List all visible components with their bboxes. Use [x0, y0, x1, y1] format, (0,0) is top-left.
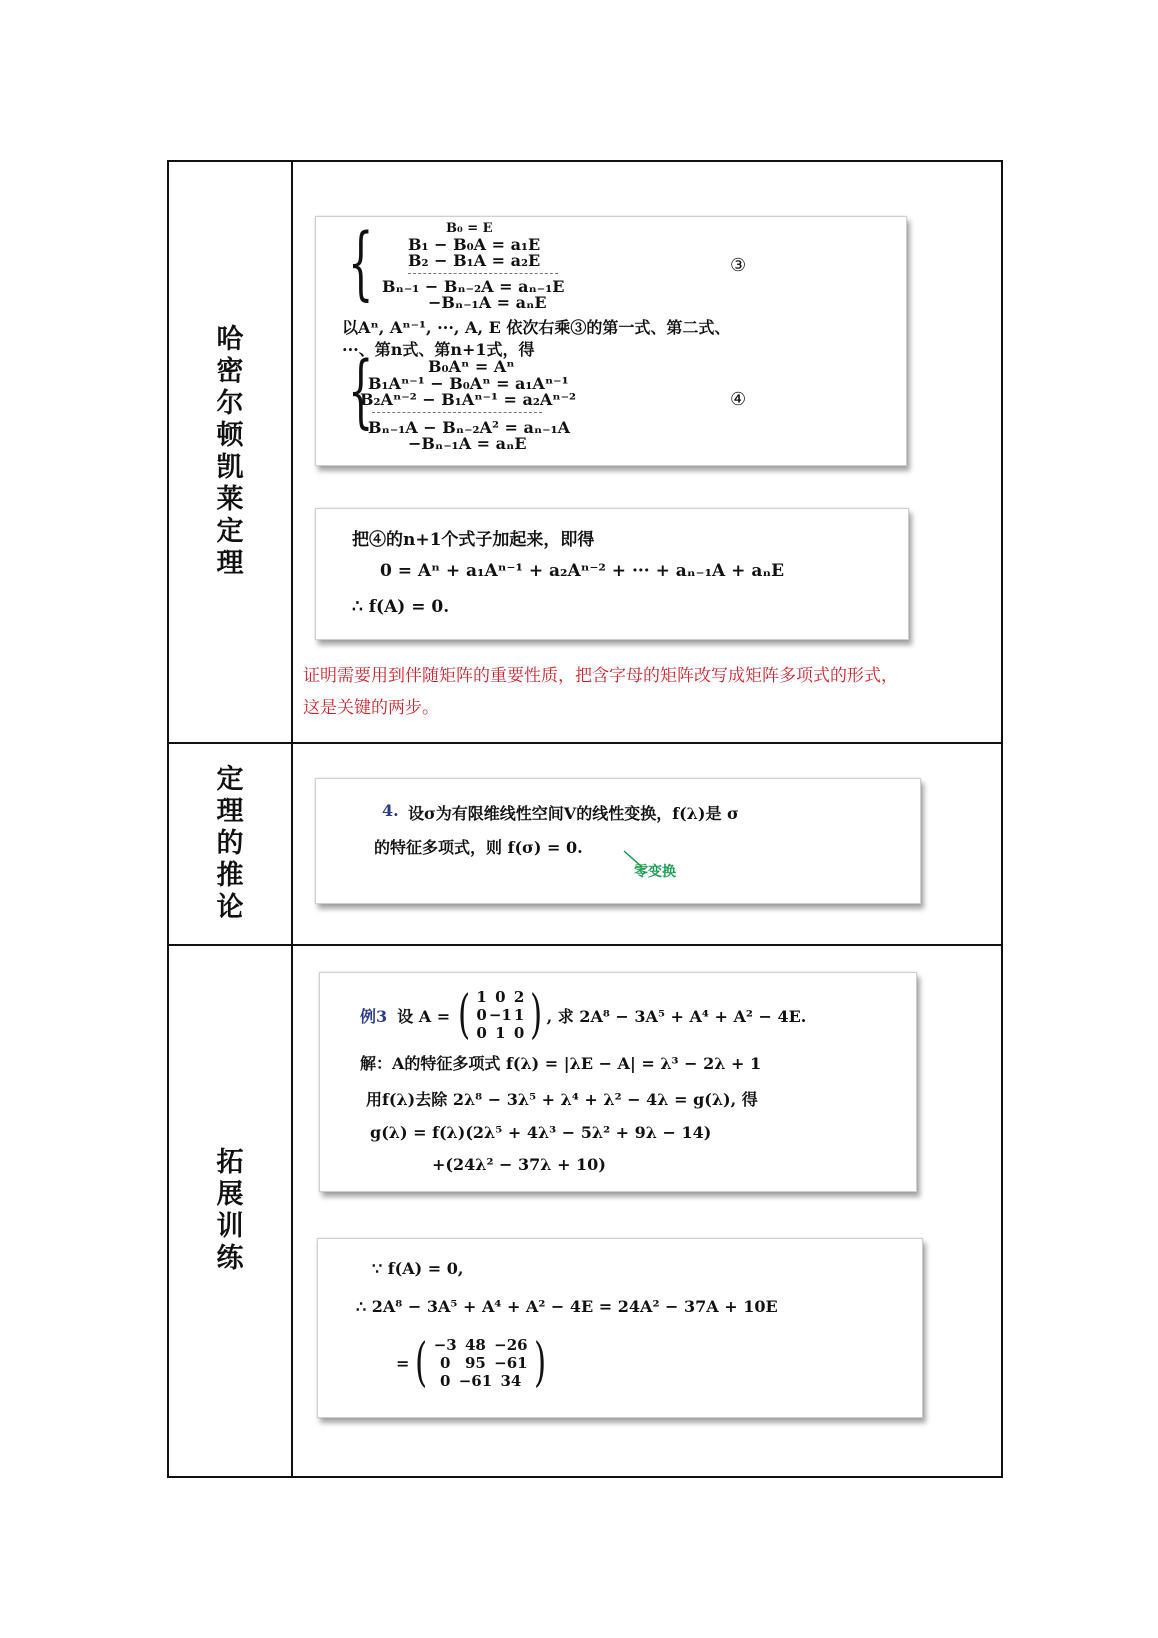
content-cell	[292, 945, 1002, 1477]
equation-line: B₁ − B₀A = a₁E	[408, 235, 541, 254]
row-label-hamilton-cayley: 哈密尔顿凯莱定理	[216, 324, 244, 579]
equation-line: Bₙ₋₁ − Bₙ₋₂A = aₙ₋₁E	[382, 277, 565, 296]
proof-slide-sum	[315, 508, 909, 640]
zero-transform-annotation: 零变换	[634, 864, 676, 880]
matrix-entry: 48	[465, 1336, 486, 1354]
equation-line: −Bₙ₋₁A = aₙE	[428, 293, 547, 312]
dashed-separator	[408, 273, 558, 274]
matrix-entry: 0	[495, 988, 506, 1006]
result-slide	[317, 1238, 923, 1418]
equation-line: B₂Aⁿ⁻² − B₁Aⁿ⁻¹ = a₂Aⁿ⁻²	[360, 390, 577, 409]
matrix-row	[476, 989, 524, 1005]
equation-line: Bₙ₋₁A − Bₙ₋₂A² = aₙ₋₁A	[368, 418, 571, 437]
solution-line: 用f(λ)去除 2λ⁸ − 3λ⁵ + λ⁴ + λ² − 4λ = g(λ), 得	[366, 1090, 758, 1109]
matrix-entry: 1	[495, 1024, 506, 1042]
result-line: ∵ f(A) = 0,	[372, 1259, 464, 1278]
right-paren: )	[533, 1333, 546, 1393]
example-slide	[319, 972, 917, 1192]
document-table	[167, 160, 1003, 1478]
theorem-line: 设σ为有限维线性空间V的线性变换，f(λ)是 σ	[408, 804, 739, 823]
example-label: 例3	[360, 1006, 388, 1026]
left-paren: (	[415, 1333, 428, 1393]
matrix-entry: 1	[513, 1006, 525, 1024]
left-paren: (	[458, 985, 471, 1045]
content-cell	[292, 743, 1002, 945]
equation-line: B₀ = E	[446, 221, 493, 236]
dashed-separator	[372, 412, 542, 413]
table-row	[168, 743, 1002, 945]
matrix-entry: −26	[494, 1336, 528, 1354]
row-label-extension: 拓展训练	[216, 1147, 244, 1274]
matrix-row	[434, 1373, 528, 1389]
example-prefix: 设 A =	[397, 1006, 451, 1026]
equation-line: B₁Aⁿ⁻¹ − B₀Aⁿ = a₁Aⁿ⁻¹	[368, 374, 569, 393]
row-label-cell	[168, 161, 292, 743]
table-row	[168, 945, 1002, 1477]
left-brace: {	[348, 216, 374, 309]
matrix-entry: 0	[476, 1024, 487, 1042]
equation-line: −Bₙ₋₁A = aₙE	[408, 434, 527, 453]
example-statement	[360, 987, 806, 1043]
matrix-a	[474, 987, 526, 1043]
matrix-entry: 0	[476, 1006, 487, 1024]
table-row	[168, 161, 1002, 743]
proof-note: 这是关键的两步。	[303, 698, 439, 718]
solution-line: g(λ) = f(λ)(2λ⁵ + 4λ³ − 5λ² + 9λ − 14)	[370, 1123, 712, 1142]
equation-line: B₂ − B₁A = a₂E	[408, 251, 541, 270]
left-brace: {	[348, 344, 374, 437]
matrix-entry: 1	[476, 988, 487, 1006]
row-label-corollary: 定理的推论	[216, 764, 244, 923]
row-label-cell	[168, 743, 292, 945]
proof-slide-systems	[315, 216, 907, 466]
matrix-entry: −3	[433, 1336, 457, 1354]
paragraph-line: 以Aⁿ, Aⁿ⁻¹, ···, A, E 依次右乘③的第一式、第二式、	[342, 318, 731, 337]
equation-line: 0 = Aⁿ + a₁Aⁿ⁻¹ + a₂Aⁿ⁻² + ··· + aₙ₋₁A + aₙE	[380, 561, 785, 581]
right-paren: )	[530, 985, 543, 1045]
result-matrix	[396, 1335, 550, 1391]
corollary-slide	[315, 778, 921, 904]
theorem-number: 4.	[382, 801, 399, 820]
paragraph-line: 把④的n+1个式子加起来，即得	[352, 530, 595, 550]
matrix-row	[434, 1337, 528, 1353]
matrix-result	[432, 1335, 530, 1391]
paragraph-line: ···、第n式、第n+1式，得	[342, 340, 535, 359]
matrix-row	[434, 1355, 528, 1371]
matrix-row	[476, 1025, 524, 1041]
example-question: , 求 2A⁸ − 3A⁵ + A⁴ + A² − 4E.	[546, 1006, 807, 1026]
equation-number-3: ③	[730, 255, 747, 276]
theorem-line: 的特征多项式，则 f(σ) = 0.	[374, 838, 583, 857]
solution-line: +(24λ² − 37λ + 10)	[432, 1155, 606, 1174]
matrix-entry: −1	[488, 1006, 512, 1024]
matrix-row	[476, 1007, 524, 1023]
matrix-entry: 0	[439, 1354, 451, 1372]
matrix-entry: −61	[458, 1372, 493, 1390]
content-cell	[292, 161, 1002, 743]
matrix-entry: −61	[494, 1354, 528, 1372]
matrix-entry: 34	[500, 1372, 522, 1390]
equation-number-4: ④	[730, 389, 747, 410]
proof-note: 证明需要用到伴随矩阵的重要性质，把含字母的矩阵改写成矩阵多项式的形式，	[303, 666, 898, 686]
equation-line: ∴ f(A) = 0.	[352, 597, 450, 617]
result-line: ∴ 2A⁸ − 3A⁵ + A⁴ + A² − 4E = 24A² − 37A + 10E	[356, 1297, 778, 1316]
solution-line: 解：A的特征多项式 f(λ) = |λE − A| = λ³ − 2λ + 1	[360, 1054, 762, 1073]
row-label-cell	[168, 945, 292, 1477]
matrix-entry: 95	[465, 1354, 486, 1372]
equals-sign: =	[396, 1353, 410, 1373]
matrix-entry: 2	[513, 988, 525, 1006]
matrix-entry: 0	[513, 1024, 525, 1042]
matrix-entry: 0	[439, 1372, 451, 1390]
equation-line: B₀Aⁿ = Aⁿ	[428, 357, 515, 376]
